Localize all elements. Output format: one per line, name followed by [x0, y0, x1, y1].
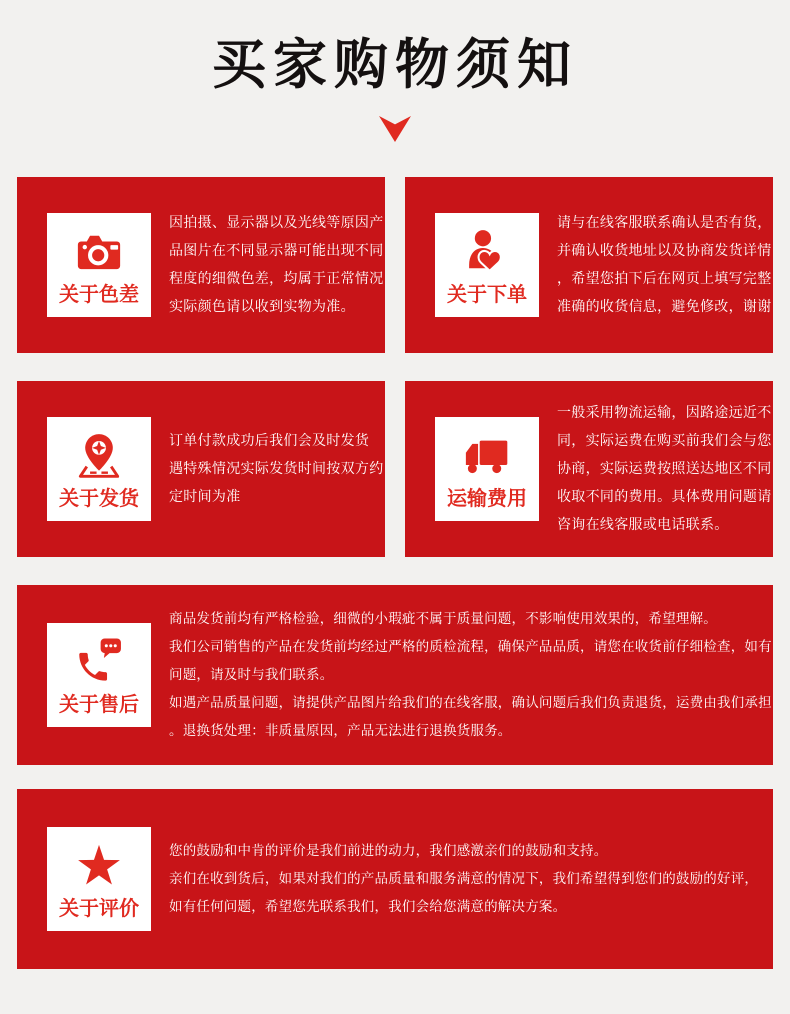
text-line: 咨询在线客服或电话联系。 — [557, 517, 729, 533]
card-description — [169, 605, 772, 745]
page-title: 买家购物须知 — [212, 32, 578, 96]
text-line: 。退换货处理：非质量原因，产品无法进行退换货服务。 — [169, 723, 512, 739]
text-line: 我们公司销售的产品在发货前均经过严格的质检流程，确保产品品质，请您在收货前仔细检查，如有 — [169, 639, 772, 655]
text-line: 一般采用物流运输，因路途远近不 — [557, 405, 772, 421]
text-line: 收取不同的费用。具体费用问题请 — [557, 489, 772, 505]
text-line: 因拍摄、显示器以及光线等原因产 — [169, 215, 384, 231]
text-line: 遇特殊情况实际发货时间按双方约 — [169, 461, 384, 477]
text-line: 如有任何问题，希望您先联系我们，我们会给您满意的解决方案。 — [169, 899, 567, 915]
camera-icon — [73, 226, 125, 278]
phone-chat-icon — [73, 636, 125, 688]
map-pin-icon — [73, 430, 125, 482]
text-line: 商品发货前均有严格检验，细微的小瑕疵不属于质量问题，不影响使用效果的，希望理解。 — [169, 611, 717, 627]
down-arrow-icon — [379, 116, 411, 142]
card-description — [169, 837, 758, 921]
card-label: 关于下单 — [447, 282, 527, 306]
card-row — [17, 381, 773, 557]
color-difference-tile — [47, 213, 151, 317]
text-line: 并确认收货地址以及协商发货详情 — [557, 243, 772, 259]
star-icon — [73, 840, 125, 892]
card-color-difference — [17, 177, 385, 353]
truck-icon — [461, 430, 513, 482]
card-row — [17, 177, 773, 353]
card-reviews — [17, 789, 773, 969]
shipping-cost-tile — [435, 417, 539, 521]
card-description — [557, 209, 772, 321]
text-line: 准确的收货信息，避免修改，谢谢 — [557, 299, 772, 315]
text-line: 品图片在不同显示器可能出现不同 — [169, 243, 384, 259]
text-line: 问题，请及时与我们联系。 — [169, 667, 334, 683]
text-line: 实际颜色请以收到实物为准。 — [169, 299, 355, 315]
card-shipping — [17, 381, 385, 557]
card-label: 关于评价 — [59, 896, 139, 920]
text-line: 程度的细微色差，均属于正常情况 — [169, 271, 384, 287]
card-description — [557, 399, 772, 539]
card-description — [169, 209, 384, 321]
text-line: 如遇产品质量问题，请提供产品图片给我们的在线客服，确认问题后我们负责退货，运费由我们承担 — [169, 695, 772, 711]
card-label: 运输费用 — [447, 486, 527, 510]
card-label: 关于色差 — [59, 282, 139, 306]
notice-cards — [0, 177, 790, 969]
card-ordering — [405, 177, 773, 353]
text-line: 亲们在收到货后，如果对我们的产品质量和服务满意的情况下，我们希望得到您们的鼓励的好评， — [169, 871, 759, 887]
text-line: 同，实际运费在购买前我们会与您 — [557, 433, 772, 449]
after-sales-tile — [47, 623, 151, 727]
page-header — [0, 0, 790, 142]
ordering-tile — [435, 213, 539, 317]
text-line: 请与在线客服联系确认是否有货， — [557, 215, 772, 231]
reviews-tile — [47, 827, 151, 931]
card-shipping-cost — [405, 381, 773, 557]
text-line: 订单付款成功后我们会及时发货 — [169, 433, 370, 449]
text-line: 您的鼓励和中肯的评价是我们前进的动力，我们感激亲们的鼓励和支持。 — [169, 843, 608, 859]
text-line: 定时间为准 — [169, 489, 241, 505]
card-description — [169, 427, 384, 511]
card-label: 关于售后 — [59, 692, 139, 716]
text-line: ，希望您拍下后在网页上填写完整 — [557, 271, 772, 287]
card-label: 关于发货 — [59, 486, 139, 510]
user-heart-icon — [461, 226, 513, 278]
shipping-tile — [47, 417, 151, 521]
text-line: 协商，实际运费按照送达地区不同 — [557, 461, 772, 477]
card-after-sales — [17, 585, 773, 765]
